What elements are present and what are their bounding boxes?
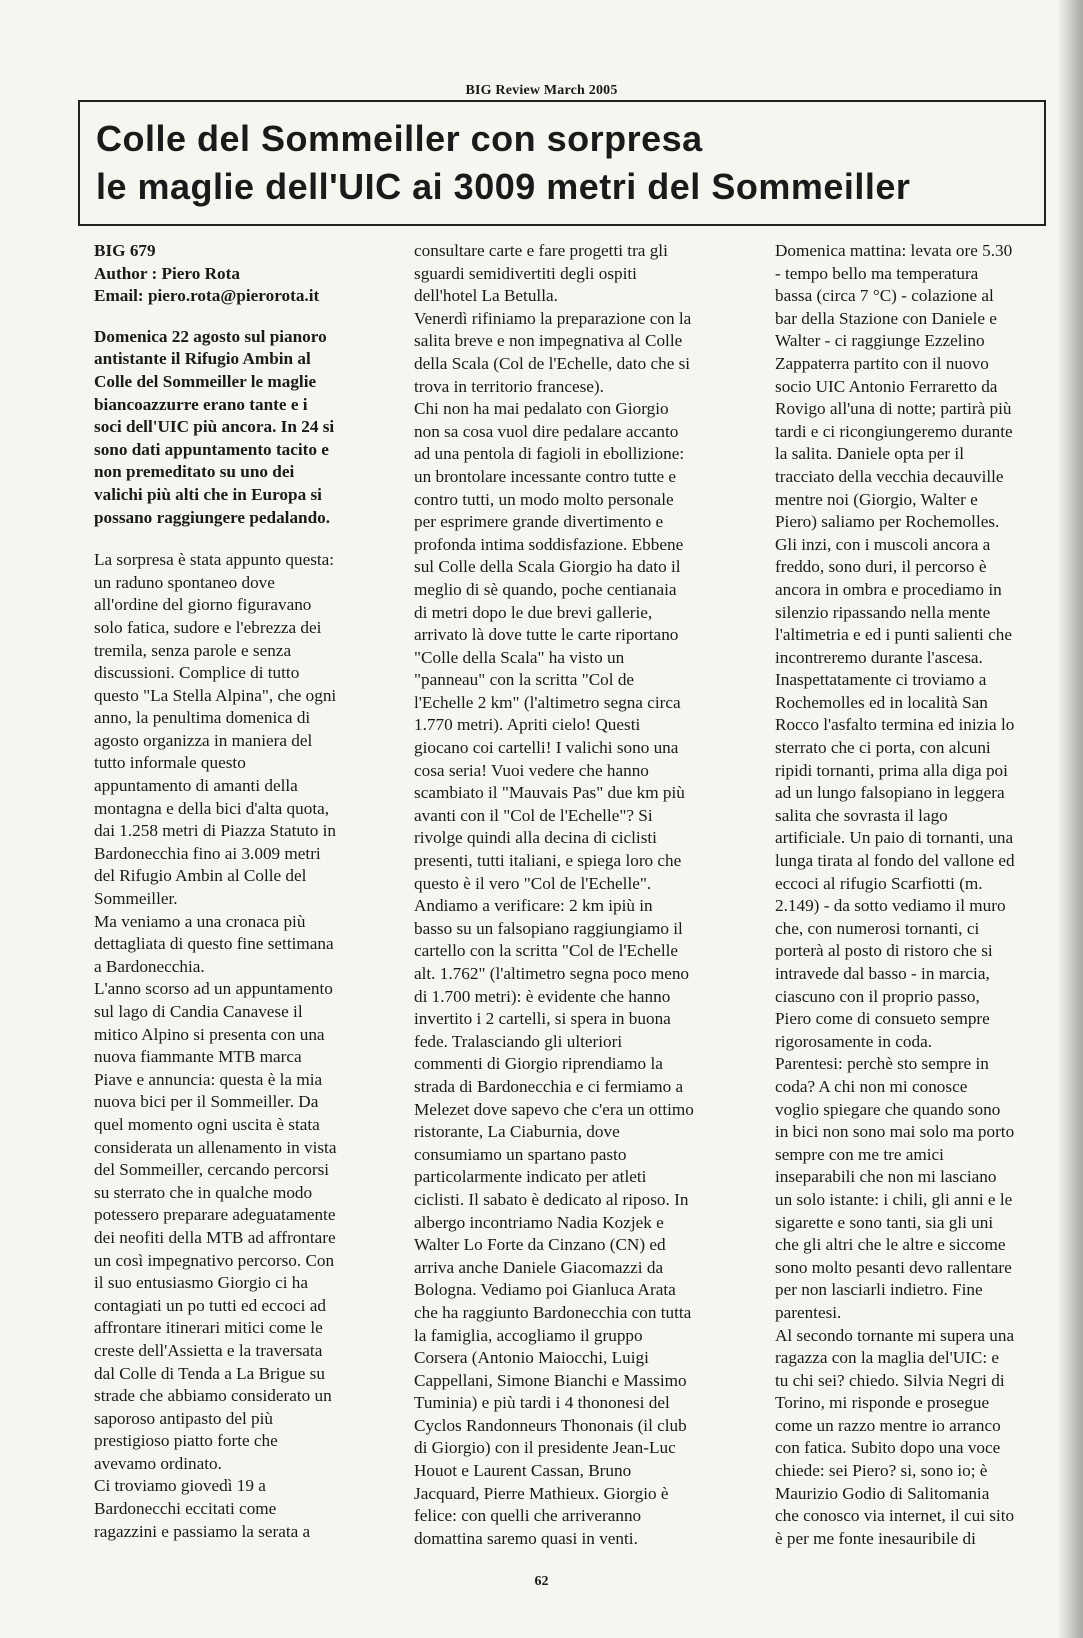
text-line: incontreremo durante l'ascesa. xyxy=(775,647,983,667)
text-line: ragazzini e passiamo la serata a xyxy=(94,1521,311,1541)
text-line: salita breve e non impegnativa al Colle xyxy=(414,331,683,351)
text-line: Parentesi: perchè sto sempre in xyxy=(775,1054,989,1074)
text-line: ciclisti. Il sabato è dedicato al riposo. In xyxy=(414,1189,689,1209)
text-line: a Bardonecchia. xyxy=(94,956,205,976)
text-line: voglio spiegare che quando sono xyxy=(775,1099,1001,1119)
text-line: chiede: sei Piero? si, sono io; è xyxy=(775,1461,988,1481)
text-line: profonda intima soddisfazione. Ebbene xyxy=(414,534,684,554)
text-line: particolarmente indicato per atleti xyxy=(414,1167,647,1187)
text-line: biancoazzurre erano tante e i xyxy=(94,394,308,414)
text-line: fede. Tralasciando gli ulteriori xyxy=(414,1031,623,1051)
text-line: Rochemolles ed in località San xyxy=(775,692,988,712)
text-line: all'ordine del giorno figuravano xyxy=(94,595,312,615)
text-line: quel momento ogni uscita è stata xyxy=(94,1114,320,1134)
title-box xyxy=(78,100,1046,226)
text-line: Melezet dove sapevo che c'era un ottimo xyxy=(414,1099,694,1119)
text-line: Chi non ha mai pedalato con Giorgio xyxy=(414,399,669,419)
text-line: bar della Stazione con Daniele e xyxy=(775,308,997,328)
page-number: 62 xyxy=(534,1574,549,1589)
text-line: Piave e annuncia: questa è la mia xyxy=(94,1069,323,1089)
text-line: non sa cosa vuol dire pedalare accanto xyxy=(414,421,679,441)
text-line: soci dell'UIC più ancora. In 24 si xyxy=(94,417,335,437)
text-line: Gli inzi, con i muscoli ancora a xyxy=(775,534,991,554)
text-line: coda? A chi non mi conosce xyxy=(775,1076,968,1096)
text-line: silenzio ripassando nella mente xyxy=(775,602,991,622)
text-line: porterà al posto di ristoro che si xyxy=(775,941,993,961)
text-line: Andiamo a verificare: 2 km ipiù in xyxy=(414,896,653,916)
text-line: freddo, sono duri, il percorso è xyxy=(775,557,987,577)
text-line: è per me fonte inesauribile di xyxy=(775,1528,976,1548)
text-line: questo è il vero "Col de l'Echelle". xyxy=(414,873,652,893)
text-line: arrivato là dove tutte le carte riportano xyxy=(414,625,679,645)
text-line: dell'hotel La Betulla. xyxy=(414,286,558,306)
text-line: che, con numerosi tornanti, ci xyxy=(775,918,980,938)
text-line: Rocco l'asfalto termina ed inizia lo xyxy=(775,715,1015,735)
text-line: tu chi sei? chiedo. Silvia Negri di xyxy=(775,1370,1005,1390)
text-line: sono molto pesanti devo rallentare xyxy=(775,1257,1012,1277)
text-line: sul lago di Candia Canavese il xyxy=(94,1002,303,1021)
text-line: Rovigo all'una di notte; partirà più xyxy=(775,399,1012,419)
text-line: sul Colle della Scala Giorgio ha dato il xyxy=(414,557,681,577)
text-line: Domenica 22 agosto sul pianoro xyxy=(94,326,327,346)
text-line: inseparabili che non mi lasciano xyxy=(775,1167,997,1187)
text-line: del Rifugio Ambin al Colle del xyxy=(94,866,307,886)
text-line: 1.770 metri). Apriti cielo! Questi xyxy=(414,715,641,735)
text-line: montagna e della bici d'alta quota, xyxy=(94,798,330,818)
text-line: che gli altri che le altre e siccome xyxy=(775,1235,1006,1255)
text-line: un raduno spontaneo dove xyxy=(94,572,275,592)
text-line: felice: con quelli che arriveranno xyxy=(414,1506,642,1526)
text-line: rivolge quindi alla decina di ciclisti xyxy=(414,828,657,848)
text-line: parentesi. xyxy=(775,1302,842,1322)
text-line: arriva anche Daniele Giacomazzi da xyxy=(414,1257,664,1277)
text-line: sono dati appuntamento tacito e xyxy=(94,439,329,459)
text-line: agosto organizza in maniera del xyxy=(94,730,313,750)
text-line: commenti di Giorgio riprendiamo la xyxy=(414,1054,663,1074)
text-line: cosa seria! Vuoi vedere che hanno xyxy=(414,760,649,780)
text-line: della Scala (Col de l'Echelle, dato che si xyxy=(414,353,691,373)
text-line: di Giorgio) con il presidente Jean-Luc xyxy=(414,1438,676,1458)
text-line: il suo entusiasmo Giorgio ci ha xyxy=(94,1273,309,1293)
text-line: Ma veniamo a una cronaca più xyxy=(94,911,306,931)
text-line: in bici non sono mai solo ma porto xyxy=(775,1122,1015,1142)
text-line: lunga tirata al fondo del vallone ed xyxy=(775,851,1015,871)
text-line: prestigioso piatto forte che xyxy=(94,1431,278,1451)
text-line: come un razzo mentre io arranco xyxy=(775,1415,1001,1435)
text-line: possano raggiungere pedalando. xyxy=(94,507,331,527)
text-line: Cyclos Randonneurs Thononais (il club xyxy=(414,1415,687,1435)
text-line: Piero) saliamo per Rochemolles. xyxy=(775,512,1000,532)
page-edge-shadow xyxy=(1057,0,1083,1638)
column-1-body xyxy=(94,549,384,1543)
text-line: saporoso antipasto del più xyxy=(94,1408,274,1428)
text-line: valichi più alti che in Europa si xyxy=(94,484,322,504)
column-1 xyxy=(94,240,384,1543)
running-header: BIG Review March 2005 xyxy=(465,83,618,98)
text-line: socio UIC Antonio Ferraretto da xyxy=(775,376,998,396)
text-line: Ci troviamo giovedì 19 a xyxy=(94,1476,266,1496)
text-line: un solo istante: i chili, gli anni e le xyxy=(775,1189,1013,1209)
text-line: non premeditato su uno dei xyxy=(94,462,295,482)
text-line: per esprimere grande divertimento e xyxy=(414,512,664,532)
text-line: Walter Lo Forte da Cinzano (CN) ed xyxy=(414,1235,666,1255)
text-line: contagiati un po tutti ed eccoci ad xyxy=(94,1295,326,1315)
text-line: l'Echelle 2 km" (l'altimetro segna circa xyxy=(414,692,681,712)
text-line: sterrato che ci porta, con alcuni xyxy=(775,738,991,758)
text-line: questo "La Stella Alpina", che ogni xyxy=(94,685,337,705)
text-line: anno, la penultima domenica di xyxy=(94,708,311,728)
text-line: giocano coi cartelli! I valichi sono una xyxy=(414,738,679,758)
text-line: del Sommeiller, cercando percorsi xyxy=(94,1160,330,1180)
text-line: Bologna. Vediamo poi Gianluca Arata xyxy=(414,1280,676,1300)
text-line: contro tutti, un modo molto personale xyxy=(414,489,674,509)
text-line: domattina saremo quasi in venti. xyxy=(414,1528,638,1548)
lead-paragraph xyxy=(94,326,384,529)
text-line: solo fatica, sudore e l'ebrezza dei xyxy=(94,617,322,637)
text-line: l'altimetria e ed i punti salienti che xyxy=(775,625,1012,645)
text-line: invertito i 2 cartelli, si spera in buona xyxy=(414,1009,671,1029)
text-line: albergo incontriamo Nadia Kozjek e xyxy=(414,1212,664,1232)
text-line: appuntamento di amanti della xyxy=(94,776,298,796)
big-number: BIG 679 xyxy=(94,241,156,260)
text-line: Domenica mattina: levata ore 5.30 xyxy=(775,241,1013,260)
column-3-body xyxy=(775,240,1055,1550)
text-line: su sterrato che in qualche modo xyxy=(94,1182,313,1202)
text-line: Colle del Sommeiller le maglie xyxy=(94,371,317,391)
text-line: ciascuno con il proprio passo, xyxy=(775,986,980,1006)
text-line: rigorosamente in coda. xyxy=(775,1031,933,1051)
text-line: Jacquard, Pierre Mathieux. Giorgio è xyxy=(414,1483,669,1503)
text-line: creste dell'Assietta e la traversata xyxy=(94,1340,323,1360)
article-title-line-2: le maglie dell'UIC ai 3009 metri del Sommeiller xyxy=(96,166,911,207)
text-line: sempre con me tre amici xyxy=(775,1144,944,1164)
email-line: Email: piero.rota@pierorota.it xyxy=(94,286,320,306)
text-line: ripidi tornanti, prima alla diga poi xyxy=(775,760,1008,780)
text-line: tutto informale questo xyxy=(94,753,246,773)
text-line: "panneau" con la scritta "Col de xyxy=(414,670,635,690)
text-line: Al secondo tornante mi supera una xyxy=(775,1325,1015,1345)
text-line: dai 1.258 metri di Piazza Statuto in xyxy=(94,821,337,841)
text-line: Inaspettatamente ci troviamo a xyxy=(775,670,987,690)
text-line: discussioni. Complice di tutto xyxy=(94,663,300,683)
text-line: trova in territorio francese). xyxy=(414,376,604,396)
article-title-line-1: Colle del Sommeiller con sorpresa xyxy=(96,118,703,159)
text-line: un brontolare incessante contro tutte e xyxy=(414,466,677,486)
author-line: Author : Piero Rota xyxy=(94,263,240,283)
text-line: Zappaterra partito con il nuovo xyxy=(775,353,989,373)
text-line: ragazza con la maglia del'UIC: e xyxy=(775,1348,1000,1368)
text-line: di 1.700 metri): è evidente che hanno xyxy=(414,986,671,1006)
text-line: per non lasciarli indietro. Fine xyxy=(775,1280,983,1300)
text-line: tardi e ci ricongiungeremo durante xyxy=(775,421,1013,441)
text-line: meglio di sè quando, poche centianaia xyxy=(414,579,677,599)
text-line: Sommeiller. xyxy=(94,889,178,909)
text-line: avevamo ordinato. xyxy=(94,1453,222,1473)
text-line: sguardi semidivertiti degli ospiti xyxy=(414,263,637,283)
text-line: bassa (circa 7 °C) - colazione al xyxy=(775,286,994,306)
text-line: consumiamo un spartano pasto xyxy=(414,1144,627,1164)
text-line: con fatica. Subito dopo una voce xyxy=(775,1438,1001,1458)
text-line: L'anno scorso ad un appuntamento xyxy=(94,979,333,999)
text-line: di metri dopo le due brevi gallerie, xyxy=(414,602,653,622)
text-line: basso su un falsopiano raggiungiamo il xyxy=(414,918,683,938)
text-line: ancora in ombra e procediamo in xyxy=(775,579,1002,599)
text-line: sigarette e sono tanti, sia gli uni xyxy=(775,1212,994,1232)
text-line: un così impegnativo percorso. Con xyxy=(94,1250,335,1270)
text-line: intravede dal basso - in marcia, xyxy=(775,964,990,983)
text-line: Walter - ci raggiunge Ezzelino xyxy=(775,331,985,351)
text-line: avanti con il "Col de l'Echelle"? Si xyxy=(414,805,653,825)
text-line: considerata un allenamento in vista xyxy=(94,1137,337,1157)
text-line: "Colle della Scala" ha visto un xyxy=(414,647,625,667)
column-2-body xyxy=(414,240,734,1550)
text-line: Piero come di consueto sempre xyxy=(775,1009,990,1029)
text-line: Bardonecchia fino ai 3.009 metri xyxy=(94,843,321,863)
text-line: artificiale. Un paio di tornanti, una xyxy=(775,828,1014,848)
text-line: Maurizio Godio di Salitomania xyxy=(775,1483,990,1503)
text-line: nuova fiammante MTB marca xyxy=(94,1047,302,1067)
text-line: La sorpresa è stata appunto questa: xyxy=(94,550,335,570)
text-line: mitico Alpino si presenta con una xyxy=(94,1024,325,1044)
text-line: antistante il Rifugio Ambin al xyxy=(94,349,311,369)
text-line: cartello con la scritta "Col de l'Echelle xyxy=(414,941,678,961)
text-line: affrontare itinerari mitici come le xyxy=(94,1318,323,1338)
text-line: mentre noi (Giorgio, Walter e xyxy=(775,489,978,509)
text-line: la salita. Daniele opta per il xyxy=(775,444,964,464)
text-line: 2.149) - da sotto vediamo il muro xyxy=(775,896,1006,916)
text-line: che ha raggiunto Bardonecchia con tutta xyxy=(414,1302,692,1322)
text-line: Cappellani, Simone Bianchi e Massimo xyxy=(414,1370,687,1390)
text-line: Venerdì rifiniamo la preparazione con la xyxy=(414,308,692,328)
text-line: alt. 1.762" (l'altimetro segna poco meno xyxy=(414,964,690,983)
text-line: tremila, senza parole e senza xyxy=(94,640,292,660)
text-line: strada di Bardonecchia e ci fermiamo a xyxy=(414,1076,684,1096)
text-line: Bardonecchi eccitati come xyxy=(94,1499,277,1519)
text-line: che conosco via internet, il cui sito xyxy=(775,1506,1015,1526)
text-line: dettagliata di questo fine settimana xyxy=(94,934,334,954)
text-line: Tuminia) e più tardi i 4 thononesi del xyxy=(414,1393,670,1413)
text-line: tracciato della vecchia decauville xyxy=(775,466,1004,486)
text-line: la famiglia, accogliamo il gruppo xyxy=(414,1325,643,1345)
text-line: nuova bici per il Sommeiller. Da xyxy=(94,1092,319,1112)
text-line: Corsera (Antonio Maiocchi, Luigi xyxy=(414,1348,649,1368)
text-line: ad un lungo falsopiano in leggera xyxy=(775,783,1005,803)
text-line: ristorante, La Ciaburnia, dove xyxy=(414,1122,620,1142)
text-line: presenti, tutti italiani, e spiega loro che xyxy=(414,851,682,871)
text-line: dei neofiti della MTB ad affrontare xyxy=(94,1227,336,1247)
text-line: ad una pentola di fagioli in ebollizione: xyxy=(414,444,685,464)
text-line: consultare carte e fare progetti tra gli xyxy=(414,241,668,260)
text-line: salita che sovrasta il lago xyxy=(775,805,948,825)
text-line: Houot e Laurent Cassan, Bruno xyxy=(414,1461,632,1481)
text-line: scambiato il "Mauvais Pas" due km più xyxy=(414,783,685,803)
text-line: Torino, mi risponde e prosegue xyxy=(775,1393,990,1413)
text-line: dal Colle di Tenda a La Brigue su xyxy=(94,1363,325,1383)
text-line: strade che abbiamo considerato un xyxy=(94,1386,332,1406)
text-line: potessero preparare adeguatamente xyxy=(94,1205,336,1225)
text-line: eccoci al rifugio Scarfiotti (m. xyxy=(775,873,983,893)
text-line: - tempo bello ma temperatura xyxy=(775,263,979,283)
